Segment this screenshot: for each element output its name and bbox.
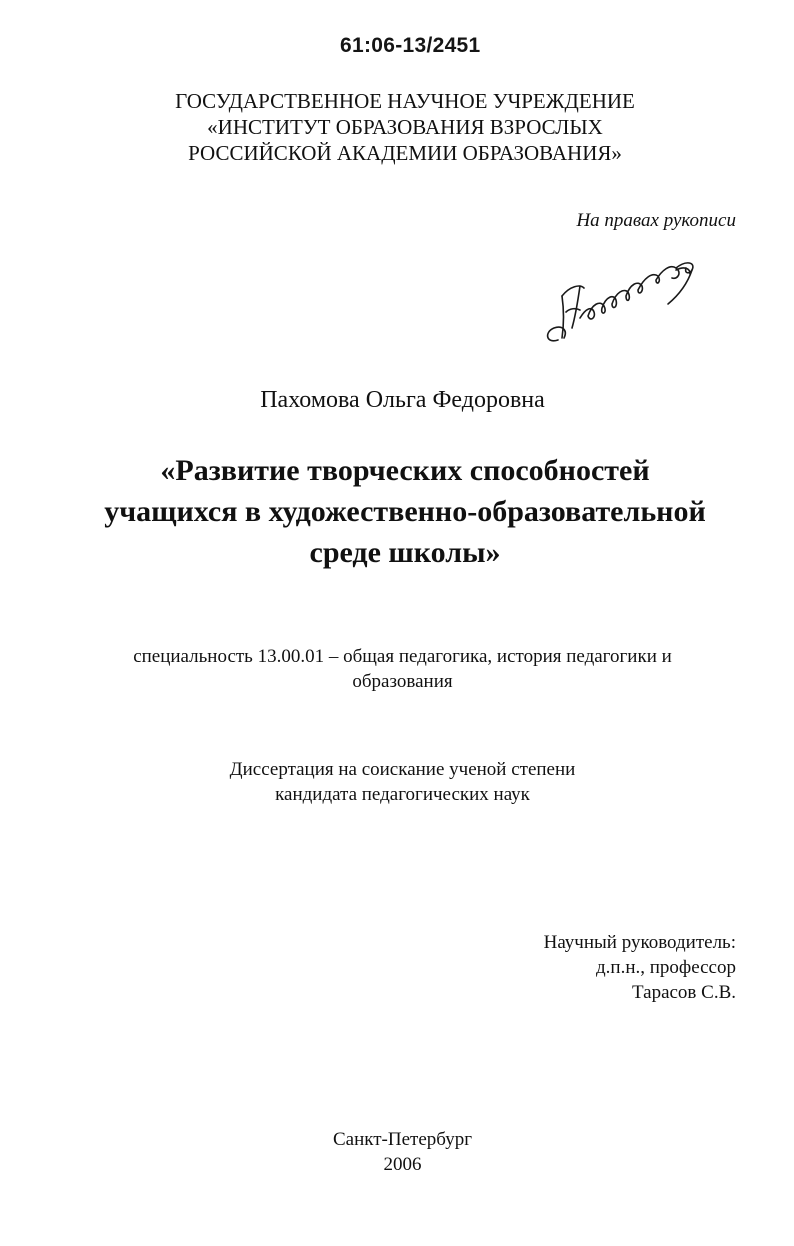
institution-line-2: «ИНСТИТУТ ОБРАЗОВАНИЯ ВЗРОСЛЫХ [207, 115, 603, 139]
title-line-1: «Развитие творческих способностей [160, 454, 650, 487]
year: 2006 [383, 1154, 422, 1175]
supervisor-name: Тарасов С.В. [632, 982, 736, 1003]
specialty-line-1: специальность 13.00.01 – общая педагогика, история педагогики и [133, 646, 672, 667]
degree-line-1: Диссертация на соискание ученой степени [229, 759, 576, 780]
scientific-supervisor [436, 930, 736, 1005]
place-and-year [250, 1127, 555, 1177]
signature-icon [540, 248, 710, 358]
supervisor-label: Научный руководитель: [543, 932, 736, 953]
institution-line-1: ГОСУДАРСТВЕННОЕ НАУЧНОЕ УЧРЕЖДЕНИЕ [175, 89, 635, 113]
specialty-line-2: образования [352, 671, 453, 692]
author-name: Пахомова Ольга Федоровна [260, 387, 545, 413]
dissertation-title [60, 450, 750, 573]
supervisor-degree: д.п.н., профессор [595, 957, 736, 978]
degree-statement [110, 757, 695, 807]
author-signature [540, 248, 710, 358]
manuscript-note: На правах рукописи [576, 210, 736, 231]
specialty [80, 644, 725, 694]
institution-line-3: РОССИЙСКОЙ АКАДЕМИИ ОБРАЗОВАНИЯ» [188, 141, 622, 165]
degree-line-2: кандидата педагогических наук [275, 784, 530, 805]
title-line-2: учащихся в художественно-образовательной [104, 495, 706, 528]
institution-name [100, 88, 710, 166]
city: Санкт-Петербург [332, 1129, 472, 1150]
title-line-3: среде школы» [309, 536, 501, 569]
catalog-number: 61:06-13/2451 [340, 34, 481, 57]
